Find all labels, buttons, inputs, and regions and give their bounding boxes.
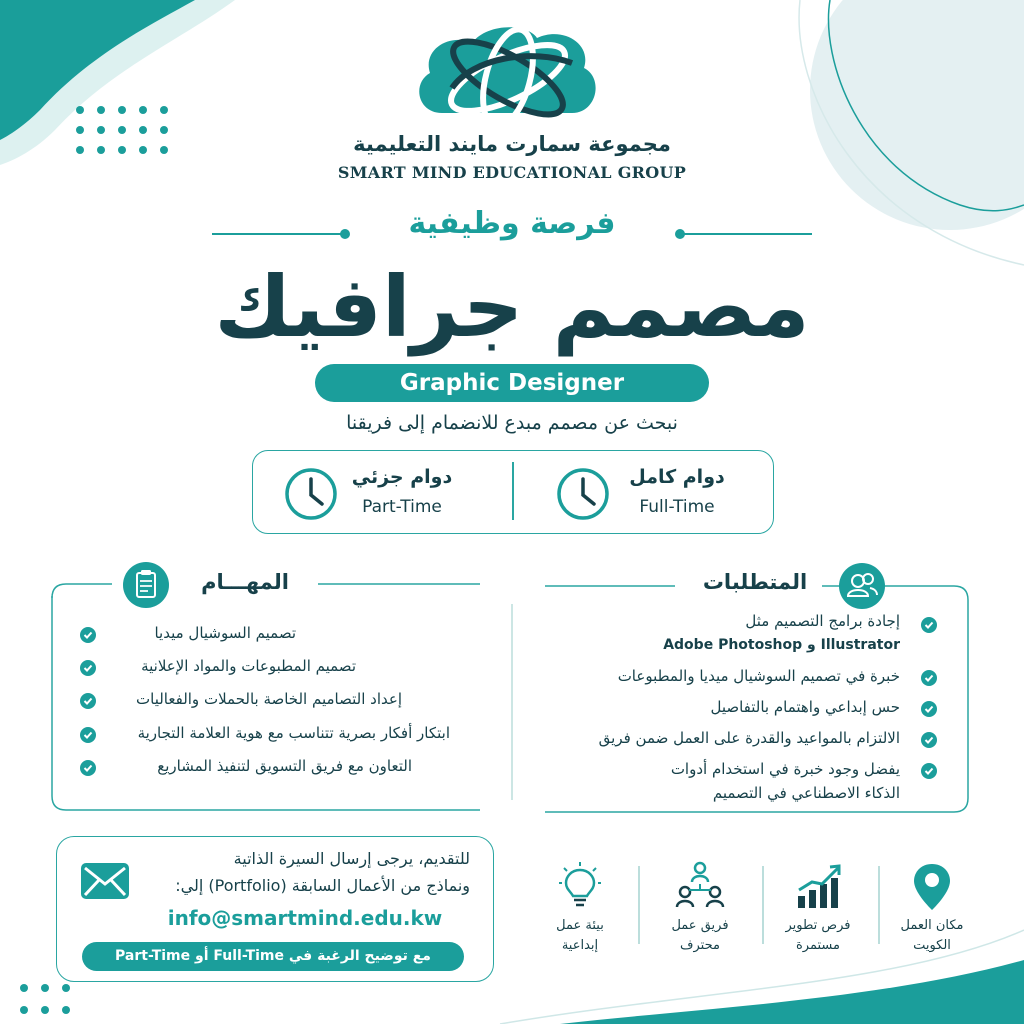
- lightbulb-icon: [558, 860, 602, 910]
- feature-location-line2: الكويت: [913, 938, 951, 953]
- feature-location: [882, 916, 982, 956]
- job-title-ar: مصمم جرافيك: [214, 258, 810, 356]
- feature-team: [650, 916, 750, 956]
- check-icon: [921, 732, 937, 748]
- feature-divider: [762, 866, 764, 944]
- org-name-ar: مجموعة سمارت مايند التعليمية: [353, 132, 671, 156]
- apply-email-link[interactable]: info@smartmind.edu.kw: [167, 906, 443, 930]
- feature-growth: [768, 916, 868, 956]
- requirement-item: يفضل وجود خبرة في استخدام أدوات: [670, 760, 900, 778]
- check-icon: [80, 760, 96, 776]
- check-icon: [921, 670, 937, 686]
- check-icon: [80, 727, 96, 743]
- job-opportunity-label: فرصة وظيفية: [408, 206, 616, 241]
- feature-team-line1: فريق عمل: [671, 918, 729, 933]
- feature-growth-line2: مستمرة: [796, 938, 840, 953]
- clipboard-icon: [122, 561, 170, 609]
- task-item: ابتكار أفكار بصرية تتناسب مع هوية العلامة التجارية: [137, 724, 450, 742]
- feature-divider: [638, 866, 640, 944]
- team-icon: [674, 860, 726, 910]
- location-pin-icon: [912, 862, 952, 912]
- part-time-ar: دوام جزئي: [351, 466, 453, 488]
- feature-location-line1: مكان العمل: [900, 918, 964, 933]
- tagline: نبحث عن مصمم مبدع للانضمام إلى فريقنا: [346, 412, 678, 434]
- envelope-icon: [80, 862, 130, 900]
- requirements-heading: المتطلبات: [702, 570, 808, 594]
- check-icon: [80, 693, 96, 709]
- task-item: تصميم المطبوعات والمواد الإعلانية: [141, 657, 356, 675]
- check-icon: [921, 617, 937, 633]
- part-time-en: Part-Time: [362, 497, 442, 517]
- feature-divider: [878, 866, 880, 944]
- tasks-heading: المهـــام: [201, 570, 289, 594]
- apply-note-badge: مع توضيح الرغبة في Full-Time أو Part-Time: [82, 942, 464, 971]
- requirement-item: إجادة برامج التصميم مثل: [745, 612, 900, 630]
- requirement-item: حس إبداعي واهتمام بالتفاصيل: [710, 698, 900, 716]
- task-item: إعداد التصاميم الخاصة بالحملات والفعاليات: [136, 690, 402, 708]
- full-time-ar: دوام كامل: [629, 466, 725, 488]
- task-item: التعاون مع فريق التسويق لتنفيذ المشاريع: [157, 757, 412, 775]
- check-icon: [921, 763, 937, 779]
- feature-environment: [530, 916, 630, 956]
- growth-chart-icon: [796, 862, 844, 910]
- job-title-en-badge: Graphic Designer: [315, 364, 709, 402]
- check-icon: [921, 701, 937, 717]
- users-icon: [838, 562, 886, 610]
- apply-instruction-line2: ونماذج من الأعمال السابقة (Portfolio) إلي:: [175, 876, 470, 895]
- feature-environment-line2: إبداعية: [561, 938, 599, 953]
- task-item: تصميم السوشيال ميديا: [154, 624, 296, 642]
- requirement-item: الالتزام بالمواعيد والقدرة على العمل ضمن فريق: [598, 729, 900, 747]
- apply-instruction-line1: للتقديم، يرجى إرسال السيرة الذاتية: [233, 849, 470, 868]
- check-icon: [80, 627, 96, 643]
- feature-growth-line1: فرص تطوير: [785, 918, 851, 933]
- requirement-item: خبرة في تصميم السوشيال ميديا والمطبوعات: [617, 667, 900, 685]
- check-icon: [80, 660, 96, 676]
- org-name-en: SMART MIND EDUCATIONAL GROUP: [337, 163, 687, 182]
- feature-team-line2: محترف: [680, 938, 720, 953]
- requirement-item: الذكاء الاصطناعي في التصميم: [712, 784, 900, 802]
- feature-environment-line1: بيئة عمل: [556, 918, 604, 933]
- full-time-en: Full-Time: [639, 497, 715, 517]
- requirement-item: Adobe Photoshop و Illustrator: [663, 637, 900, 653]
